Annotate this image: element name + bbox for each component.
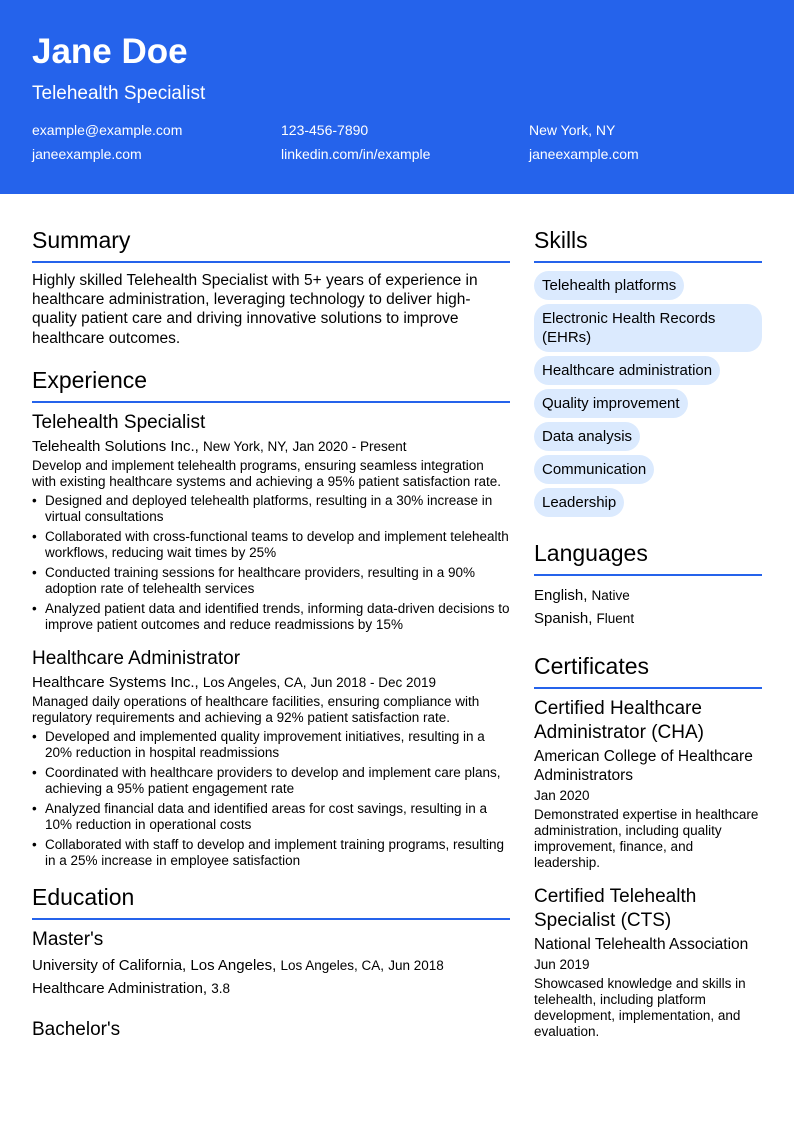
job-company: Telehealth Solutions Inc., bbox=[32, 437, 199, 455]
contact-website[interactable]: janeexample.com bbox=[32, 146, 142, 162]
education-field-line bbox=[32, 977, 510, 1000]
job-bullet: • Analyzed patient data and identified trends, informing data-driven decisions to improve patient outcomes and reduce readmissions by 15% bbox=[32, 601, 510, 633]
skill-tag: Quality improvement bbox=[534, 389, 688, 418]
languages-section bbox=[534, 539, 762, 630]
certificate-date: Jun 2019 bbox=[534, 957, 590, 972]
language-item bbox=[534, 607, 762, 630]
language-level: Native bbox=[591, 588, 630, 603]
certificate-org: American College of Healthcare Administrators bbox=[534, 748, 753, 784]
job-meta bbox=[32, 673, 510, 693]
job-company: Healthcare Systems Inc., bbox=[32, 673, 199, 691]
skill-tag: Communication bbox=[534, 455, 654, 484]
job-description: Develop and implement telehealth programs, ensuring seamless integration with existing healthcare systems and achieving a 95% patient satisfaction rate. bbox=[32, 457, 502, 489]
education-field: Healthcare Administration, bbox=[32, 979, 208, 997]
education-heading: Education bbox=[32, 883, 510, 920]
experience-heading: Experience bbox=[32, 366, 510, 403]
candidate-name: Jane Doe bbox=[32, 32, 188, 71]
job-bullet: • Conducted training sessions for healthcare providers, resulting in a 90% adoption rate of telehealth services bbox=[32, 565, 510, 597]
resume-header bbox=[0, 0, 794, 194]
skill-tag: Electronic Health Records (EHRs) bbox=[534, 304, 762, 352]
certificate-title: Certified Telehealth Specialist (CTS) bbox=[534, 886, 697, 931]
skills-list bbox=[534, 271, 762, 517]
job-bullets bbox=[32, 493, 510, 633]
education-date: Jun 2018 bbox=[388, 957, 444, 973]
certificate-entry bbox=[534, 697, 762, 871]
job-title: Telehealth Specialist bbox=[32, 411, 206, 433]
job-location: New York, NY, bbox=[202, 438, 289, 454]
education-entry bbox=[32, 1018, 510, 1042]
certificate-entry bbox=[534, 885, 762, 1040]
job-title: Healthcare Administrator bbox=[32, 647, 241, 669]
summary-heading: Summary bbox=[32, 226, 510, 263]
skills-section bbox=[534, 226, 762, 517]
certificates-section bbox=[534, 652, 762, 1040]
sidebar-column bbox=[534, 226, 762, 1054]
education-entry bbox=[32, 928, 510, 1000]
skill-tag: Telehealth platforms bbox=[534, 271, 684, 300]
job-bullet: • Collaborated with cross-functional teams to develop and implement telehealth workflows, reducing wait times by 25% bbox=[32, 529, 510, 561]
education-degree: Bachelor's bbox=[32, 1018, 121, 1040]
certificate-description: Showcased knowledge and skills in telehealth, including platform development, implementation, and evaluation. bbox=[534, 976, 746, 1039]
certificate-org: National Telehealth Association bbox=[534, 936, 749, 953]
main-column bbox=[32, 226, 510, 1060]
certificates-heading: Certificates bbox=[534, 652, 762, 689]
contact-location: New York, NY bbox=[529, 122, 616, 138]
languages-heading: Languages bbox=[534, 539, 762, 576]
education-location: Los Angeles, CA, bbox=[280, 957, 385, 973]
certificate-description: Demonstrated expertise in healthcare administration, including quality improvement, finance, and leadership. bbox=[534, 807, 759, 870]
job-dates: Jun 2018 - Dec 2019 bbox=[310, 674, 436, 690]
certificate-title: Certified Healthcare Administrator (CHA) bbox=[534, 698, 704, 743]
contact-website-secondary[interactable]: janeexample.com bbox=[529, 146, 639, 162]
education-degree: Master's bbox=[32, 928, 104, 950]
education-school: University of California, Los Angeles, bbox=[32, 956, 277, 974]
summary-section bbox=[32, 226, 510, 348]
contact-linkedin[interactable]: linkedin.com/in/example bbox=[281, 146, 431, 162]
skill-tag: Data analysis bbox=[534, 422, 640, 451]
job-bullet: • Coordinated with healthcare providers to develop and implement care plans, achieving a 95% patient engagement rate bbox=[32, 765, 510, 797]
skill-tag: Healthcare administration bbox=[534, 356, 720, 385]
job-bullet: • Analyzed financial data and identified areas for cost savings, resulting in a 10% reduction in operational costs bbox=[32, 801, 510, 833]
job-location: Los Angeles, CA, bbox=[202, 674, 307, 690]
contact-phone[interactable]: 123-456-7890 bbox=[281, 122, 369, 138]
languages-list bbox=[534, 584, 762, 630]
job-meta bbox=[32, 437, 510, 457]
job-bullets bbox=[32, 729, 510, 869]
job-description: Managed daily operations of healthcare facilities, ensuring compliance with regulatory requirements and achieving a 92% patient satisfaction rate. bbox=[32, 693, 480, 725]
education-section bbox=[32, 883, 510, 1042]
summary-text: Highly skilled Telehealth Specialist with 5+ years of experience in healthcare administration, leveraging technology to deliver high-quality patient care and driving innovative solutions to improve healthcare outcomes. bbox=[32, 272, 478, 347]
job-bullet: • Developed and implemented quality improvement initiatives, resulting in a 20% reduction in hospital readmissions bbox=[32, 729, 510, 761]
education-school-line bbox=[32, 954, 510, 977]
language-name: Spanish, bbox=[534, 610, 593, 627]
language-level: Fluent bbox=[596, 611, 635, 626]
job-dates: Jan 2020 - Present bbox=[292, 438, 407, 454]
candidate-title: Telehealth Specialist bbox=[32, 83, 206, 104]
certificate-date: Jan 2020 bbox=[534, 788, 590, 803]
skill-tag: Leadership bbox=[534, 488, 624, 517]
job-entry bbox=[32, 411, 510, 633]
language-item bbox=[534, 584, 762, 607]
job-bullet: • Collaborated with staff to develop and implement training programs, resulting in a 25% increase in employee satisfaction bbox=[32, 837, 510, 869]
contact-email[interactable]: example@example.com bbox=[32, 122, 183, 138]
job-bullet: • Designed and deployed telehealth platforms, resulting in a 30% increase in virtual consultations bbox=[32, 493, 510, 525]
education-gpa: 3.8 bbox=[211, 980, 231, 996]
skills-heading: Skills bbox=[534, 226, 762, 263]
experience-section bbox=[32, 366, 510, 869]
job-entry bbox=[32, 647, 510, 869]
language-name: English, bbox=[534, 587, 588, 604]
